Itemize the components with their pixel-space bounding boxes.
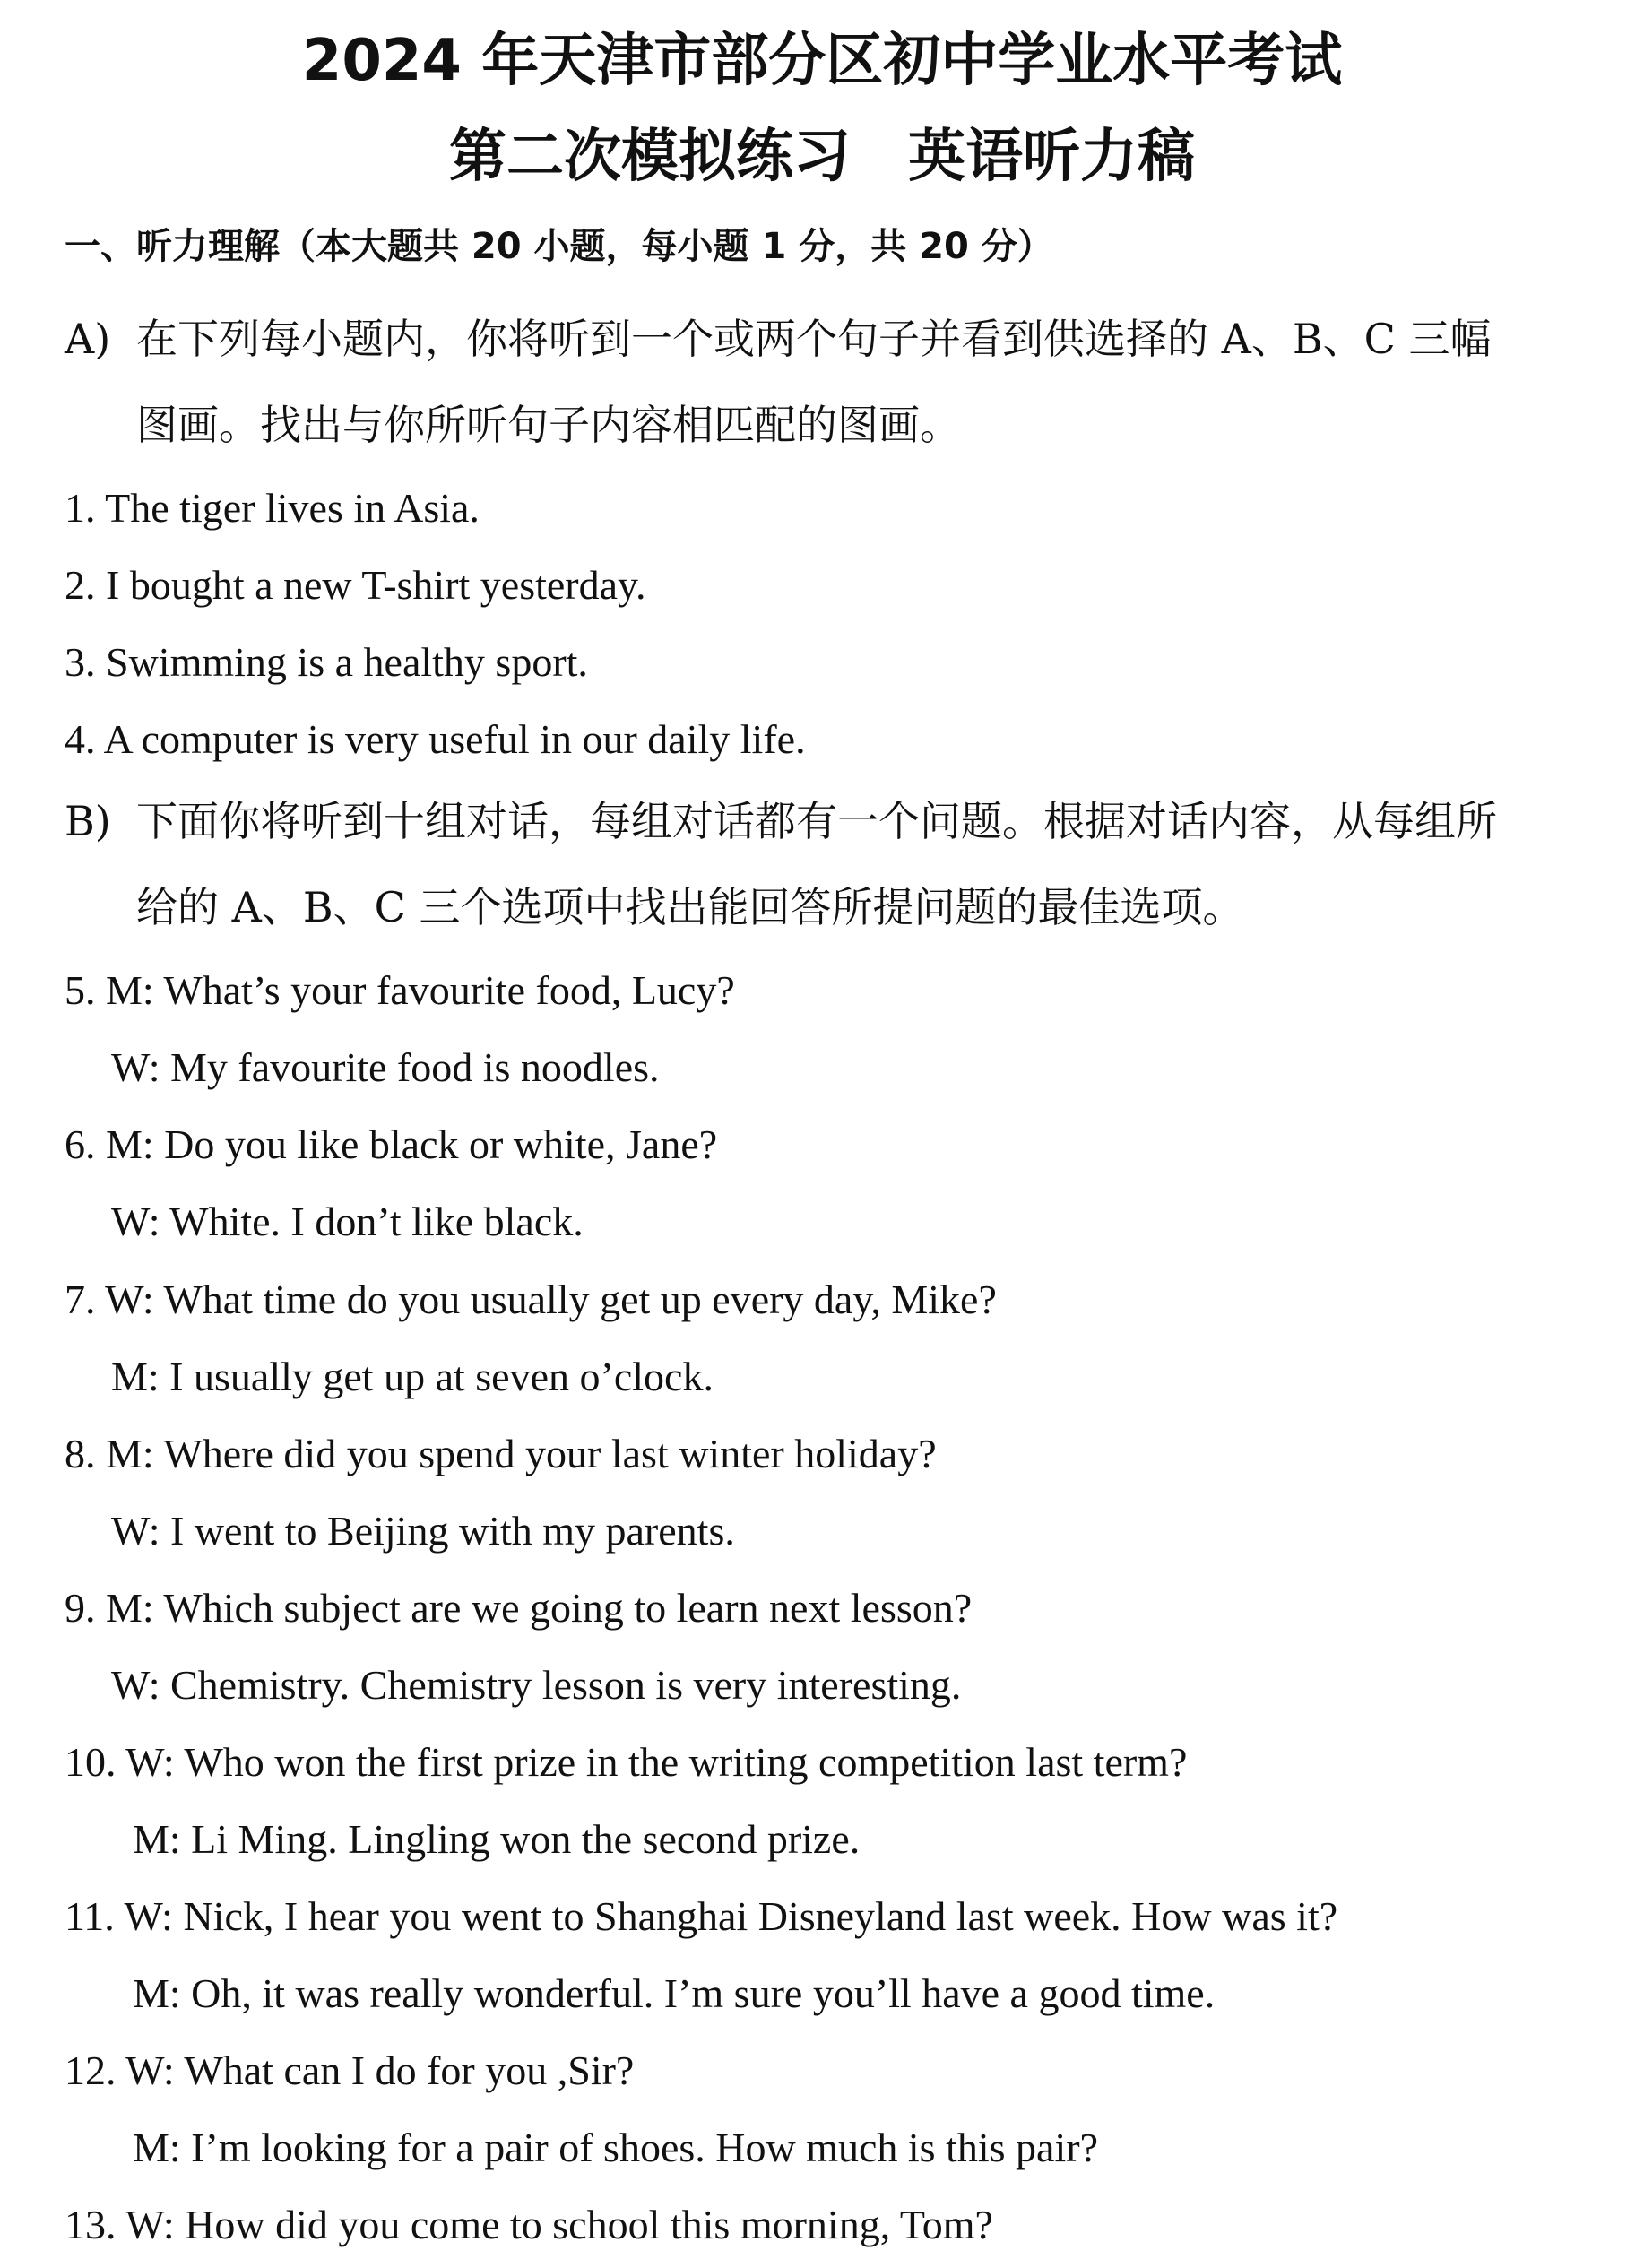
dialog-11-question: 11. W: Nick, I hear you went to Shanghai Disneyland last week. How was it? — [65, 1893, 1338, 1939]
part-a-item-2: 2. I bought a new T-shirt yesterday. — [65, 562, 646, 608]
part-b-instruction-line2: 给的 A、B、C 三个选项中找出能回答所提问题的最佳选项。 — [136, 883, 1244, 931]
dialog-12-question: 12. W: What can I do for you ,Sir? — [65, 2047, 635, 2093]
part-b-instruction-line1: 下面你将听到十组对话，每组对话都有一个问题。根据对话内容，从每组所 — [136, 797, 1497, 845]
part-a-item-4: 4. A computer is very useful in our daily life. — [65, 716, 806, 762]
dialog-9-question: 9. M: Which subject are we going to learn next lesson? — [65, 1585, 973, 1631]
part-a-item-3: 3. Swimming is a healthy sport. — [65, 639, 588, 685]
dialog-13-question: 13. W: How did you come to school this morning, Tom? — [65, 2202, 993, 2247]
part-b-instruction — [65, 778, 1588, 950]
section-heading: 一、听力理解（本大题共 20 小题，每小题 1 分，共 20 分） — [65, 226, 1053, 267]
part-b-letter: B) — [65, 797, 111, 845]
part-a-instruction-line2: 图画。找出与你所听句子内容相匹配的图画。 — [136, 401, 961, 449]
part-a-instruction-line1: 在下列每小题内，你将听到一个或两个句子并看到供选择的 A、B、C 三幅 — [136, 315, 1492, 363]
dialog-11-answer: M: Oh, it was really wonderful. I’m sure you’ll have a good time. — [133, 1970, 1216, 2016]
part-a-letter: A) — [65, 315, 111, 363]
part-a-item-1: 1. The tiger lives in Asia. — [65, 485, 480, 531]
dialog-9-answer: W: Chemistry. Chemistry lesson is very interesting. — [111, 1662, 962, 1708]
dialog-8-answer: W: I went to Beijing with my parents. — [111, 1508, 735, 1554]
dialog-8-question: 8. M: Where did you spend your last winter holiday? — [65, 1431, 937, 1476]
dialog-12-answer: M: I’m looking for a pair of shoes. How much is this pair? — [133, 2125, 1098, 2170]
dialog-6-question: 6. M: Do you like black or white, Jane? — [65, 1121, 718, 1167]
dialog-5-answer: W: My favourite food is noodles. — [111, 1044, 660, 1090]
dialog-7-answer: M: I usually get up at seven o’clock. — [111, 1354, 714, 1399]
dialog-5-question: 5. M: What’s your favourite food, Lucy? — [65, 967, 735, 1013]
dialog-7-question: 7. W: What time do you usually get up every day, Mike? — [65, 1277, 997, 1322]
document-subtitle: 第二次模拟练习 英语听力稿 — [449, 124, 1195, 190]
part-a-instruction — [65, 296, 1588, 468]
dialog-10-answer: M: Li Ming. Lingling won the second prize. — [133, 1816, 861, 1862]
dialog-10-question: 10. W: Who won the first prize in the writing competition last term? — [65, 1739, 1188, 1785]
document-title: 2024 年天津市部分区初中学业水平考试 — [301, 28, 1343, 94]
dialog-6-answer: W: White. I don’t like black. — [111, 1199, 584, 1244]
